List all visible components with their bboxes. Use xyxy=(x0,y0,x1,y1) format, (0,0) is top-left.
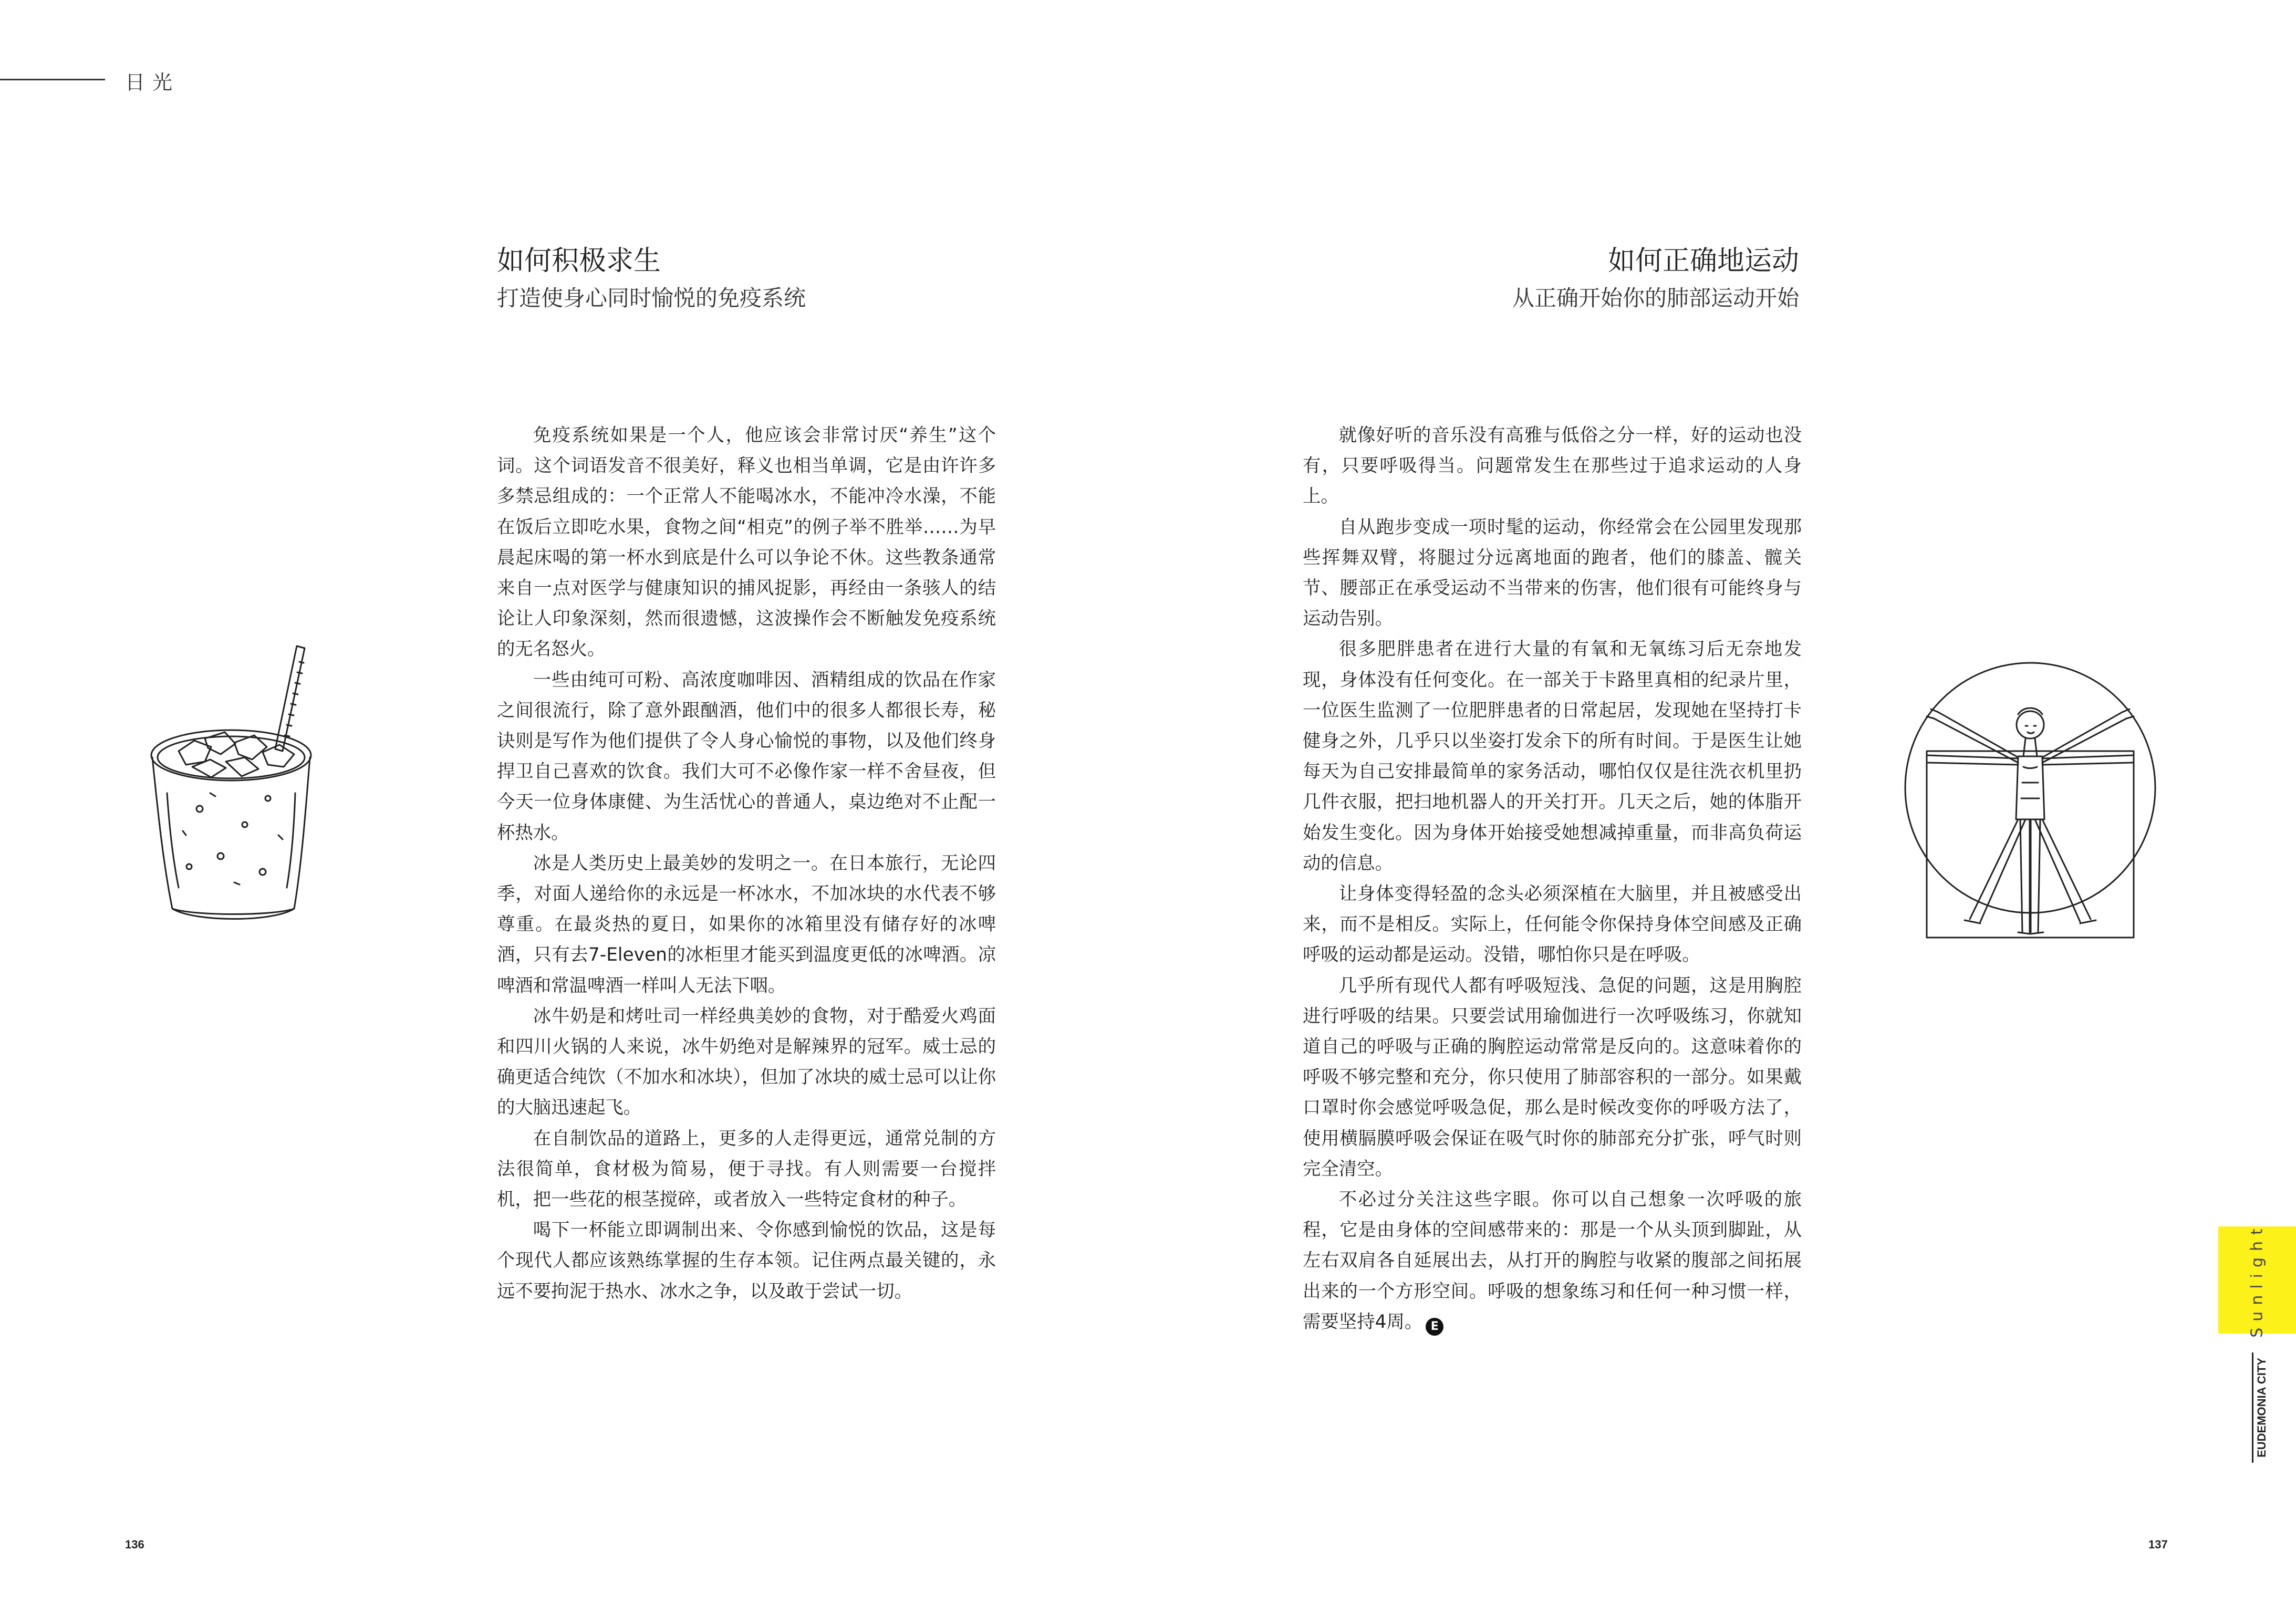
end-mark-icon: E xyxy=(1426,1318,1443,1336)
section-tab-label: Sunlight xyxy=(2248,1222,2267,1338)
paragraph: 让身体变得轻盈的念头必须深植在大脑里，并且被感受出来，而不是相反。实际上，任何能令你保持身体空间感及正确呼吸的运动都是运动。没错，哪怕你只是在呼吸。 xyxy=(1303,883,1802,966)
left-article-title: 如何积极求生 xyxy=(497,245,661,277)
page-number-right: 137 xyxy=(2148,1538,2168,1551)
paragraph: 很多肥胖患者在进行大量的有氧和无氧练习后无奈地发现，身体没有任何变化。在一部关于卡路里真相的纪录片里，一位医生监测了一位肥胖患者的日常起居，发现她在坚持打卡健身之外，几乎只以坐姿打发余下的所有时间。于是医生让她每天为自己安排最简单的家务活动，哪怕仅仅是往洗衣机里扔几件衣服，把扫地机器人的开关打开。几天之后，她的体脂开始发生变化。因为身体开始接受她想减掉重量，而非高负荷运动的信息。 xyxy=(1303,639,1802,874)
right-article-body xyxy=(1303,420,1802,1337)
paragraph: 一些由纯可可粉、高浓度咖啡因、酒精组成的饮品在作家之间很流行，除了意外跟酗酒，他们中的很多人都很长寿，秘诀则是写作为他们提供了令人身心愉悦的事物，以及他们终身捍卫自己喜欢的饮食。我们大可不必像作家一样不舍昼夜，但今天一位身体康健、为生活忧心的普通人，桌边绝对不止配一杯热水。 xyxy=(497,669,996,844)
paragraph: 在自制饮品的道路上，更多的人走得更远，通常兑制的方法很简单，食材极为简易，便于寻找。有人则需要一台搅拌机，把一些花的根茎搅碎，或者放入一些特定食材的种子。 xyxy=(497,1128,996,1211)
right-article-subtitle: 从正确开始你的肺部运动开始 xyxy=(1512,285,1799,311)
paragraph-text: 不必过分关注这些字眼。你可以自己想象一次呼吸的旅程，它是由身体的空间感带来的：那是一个从头顶到脚趾，从左右双肩各自延展出去，从打开的胸腔与收紧的腹部之间拓展出来的一个方形空间。呼吸的想象练习和任何一种习惯一样，需要坚持4周。 xyxy=(1303,1189,1802,1333)
paragraph: 几乎所有现代人都有呼吸短浅、急促的问题，这是用胸腔进行呼吸的结果。只要尝试用瑜伽进行一次呼吸练习，你就知道自己的呼吸与正确的胸腔运动常常是反向的。这意味着你的呼吸不够完整和充分，你只使用了肺部容积的一部分。如果戴口罩时你会感觉呼吸急促，那么是时候改变你的呼吸方法了，使用横膈膜呼吸会保证在吸气时你的肺部充分扩张，呼气时则完全清空。 xyxy=(1303,975,1802,1180)
brand-rule xyxy=(2252,1352,2253,1463)
paragraph: 喝下一杯能立即调制出来、令你感到愉悦的饮品，这是每个现代人都应该熟练掌握的生存本领。记住两点最关键的，永远不要拘泥于热水、冰水之争，以及敢于尝试一切。 xyxy=(497,1220,996,1302)
header-rule xyxy=(0,79,105,80)
left-article-body xyxy=(497,420,996,1307)
left-article-subtitle: 打造使身心同时愉悦的免疫系统 xyxy=(497,285,806,311)
section-tab xyxy=(2218,1222,2296,1338)
vitruvian-man-icon xyxy=(1902,662,2159,940)
section-label: 日光 xyxy=(125,71,180,94)
brand-label: EUDEMONIA CITY xyxy=(2255,1358,2268,1458)
paragraph: 冰牛奶是和烤吐司一样经典美妙的食物，对于酷爱火鸡面和四川火锅的人来说，冰牛奶绝对是解辣界的冠军。威士忌的确更适合纯饮（不加水和冰块），但加了冰块的威士忌可以让你的大脑迅速起飞。 xyxy=(497,1005,996,1119)
page-number-left: 136 xyxy=(125,1538,144,1551)
paragraph: 冰是人类历史上最美妙的发明之一。在日本旅行，无论四季，对面人递给你的永远是一杯冰水，不加冰块的水代表不够尊重。在最炎热的夏日，如果你的冰箱里没有储存好的冰啤酒，只有去7-Eleven的冰柜里才能买到温度更低的冰啤酒。凉啤酒和常温啤酒一样叫人无法下咽。 xyxy=(497,852,996,996)
right-article-title: 如何正确地运动 xyxy=(1607,245,1799,277)
paragraph: 就像好听的音乐没有高雅与低俗之分一样，好的运动也没有，只要呼吸得当。问题常发生在那些过于追求运动的人身上。 xyxy=(1303,425,1802,507)
paragraph: 免疫系统如果是一个人，他应该会非常讨厌“养生”这个词。这个词语发音不很美好，释义也相当单调，它是由许许多多禁忌组成的：一个正常人不能喝冰水，不能冲冷水澡，不能在饭后立即吃水果，食物之间“相克”的例子举不胜举……为早晨起床喝的第一杯水到底是什么可以争论不休。这些教条通常来自一点对医学与健康知识的捕风捉影，再经由一条骇人的结论让人印象深刻，然而很遗憾，这波操作会不断触发免疫系统的无名怒火。 xyxy=(497,425,996,660)
iced-drink-icon xyxy=(142,636,320,930)
paragraph xyxy=(1303,1184,1802,1337)
paragraph: 自从跑步变成一项时髦的运动，你经常会在公园里发现那些挥舞双臂，将腿过分远离地面的跑者，他们的膝盖、髋关节、腰部正在承受运动不当带来的伤害，他们很有可能终身与运动告别。 xyxy=(1303,516,1802,630)
